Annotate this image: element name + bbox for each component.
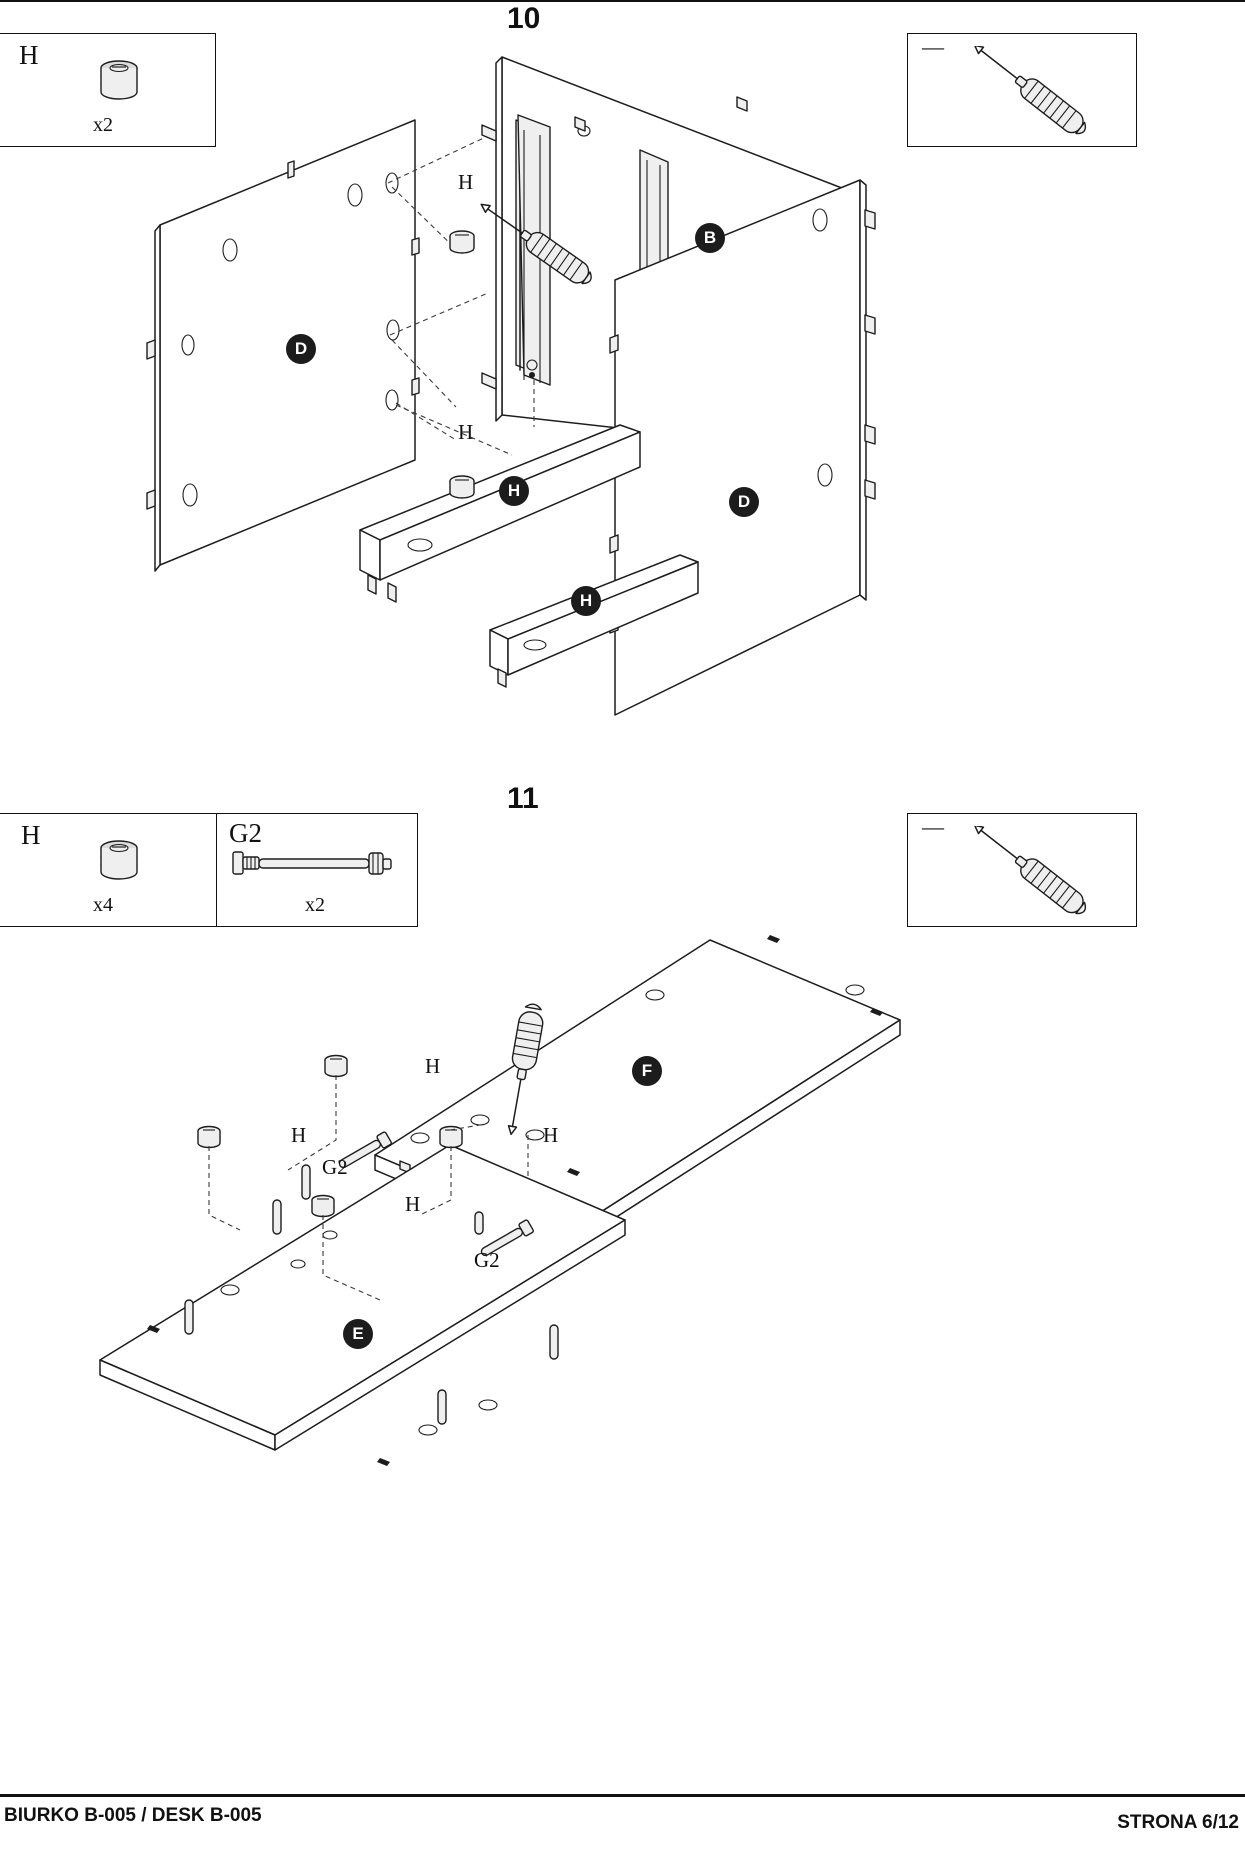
step-number-11: 11 xyxy=(507,782,539,815)
part-letter-H: H xyxy=(19,40,39,70)
part-letter-H-2: H xyxy=(21,820,41,850)
badge-B: B xyxy=(695,223,725,253)
callout-G2-1: G2 xyxy=(322,1155,348,1179)
bolt-icon xyxy=(225,838,405,898)
callout-H-2: H xyxy=(458,420,474,444)
footer-right-text: STRONA 6/12 xyxy=(1117,1812,1239,1833)
tool-mark-2: — xyxy=(922,814,944,839)
tool-mark: — xyxy=(922,34,944,59)
step-10-assembly-diagram xyxy=(120,35,1220,755)
part-qty-H-2: x4 xyxy=(93,894,113,916)
step-11-assembly-diagram xyxy=(80,930,1080,1550)
panel-D-left xyxy=(147,120,419,571)
screwdriver-icon xyxy=(943,826,1123,916)
callout-H-4: H xyxy=(291,1123,307,1147)
tool-box-step-11 xyxy=(907,813,1137,927)
badge-H-lower-rail: H xyxy=(571,586,601,616)
badge-E: E xyxy=(343,1319,373,1349)
parts-cell-H xyxy=(0,814,217,926)
footer-rule xyxy=(0,1794,1245,1797)
badge-H-upper-rail: H xyxy=(499,476,529,506)
part-qty-G2: x2 xyxy=(305,894,325,916)
part-qty-H: x2 xyxy=(93,114,113,136)
page-top-rule xyxy=(0,0,1245,2)
cam-lock-icon xyxy=(84,834,154,894)
callout-H-3: H xyxy=(425,1054,441,1078)
parts-box-step-11 xyxy=(0,813,418,927)
badge-D-left: D xyxy=(286,334,316,364)
badge-D-right: D xyxy=(729,487,759,517)
callout-H-6: H xyxy=(405,1192,421,1216)
callout-H-5: H xyxy=(543,1123,559,1147)
step-number-10: 10 xyxy=(507,2,541,35)
callout-H-1: H xyxy=(458,170,474,194)
part-letter-G2: G2 xyxy=(229,818,262,848)
badge-F: F xyxy=(632,1056,662,1086)
footer-left-text: BIURKO B-005 / DESK B-005 xyxy=(4,1805,262,1826)
callout-G2-2: G2 xyxy=(474,1248,500,1272)
panel-E xyxy=(100,1145,625,1466)
parts-cell-G2 xyxy=(217,814,419,926)
